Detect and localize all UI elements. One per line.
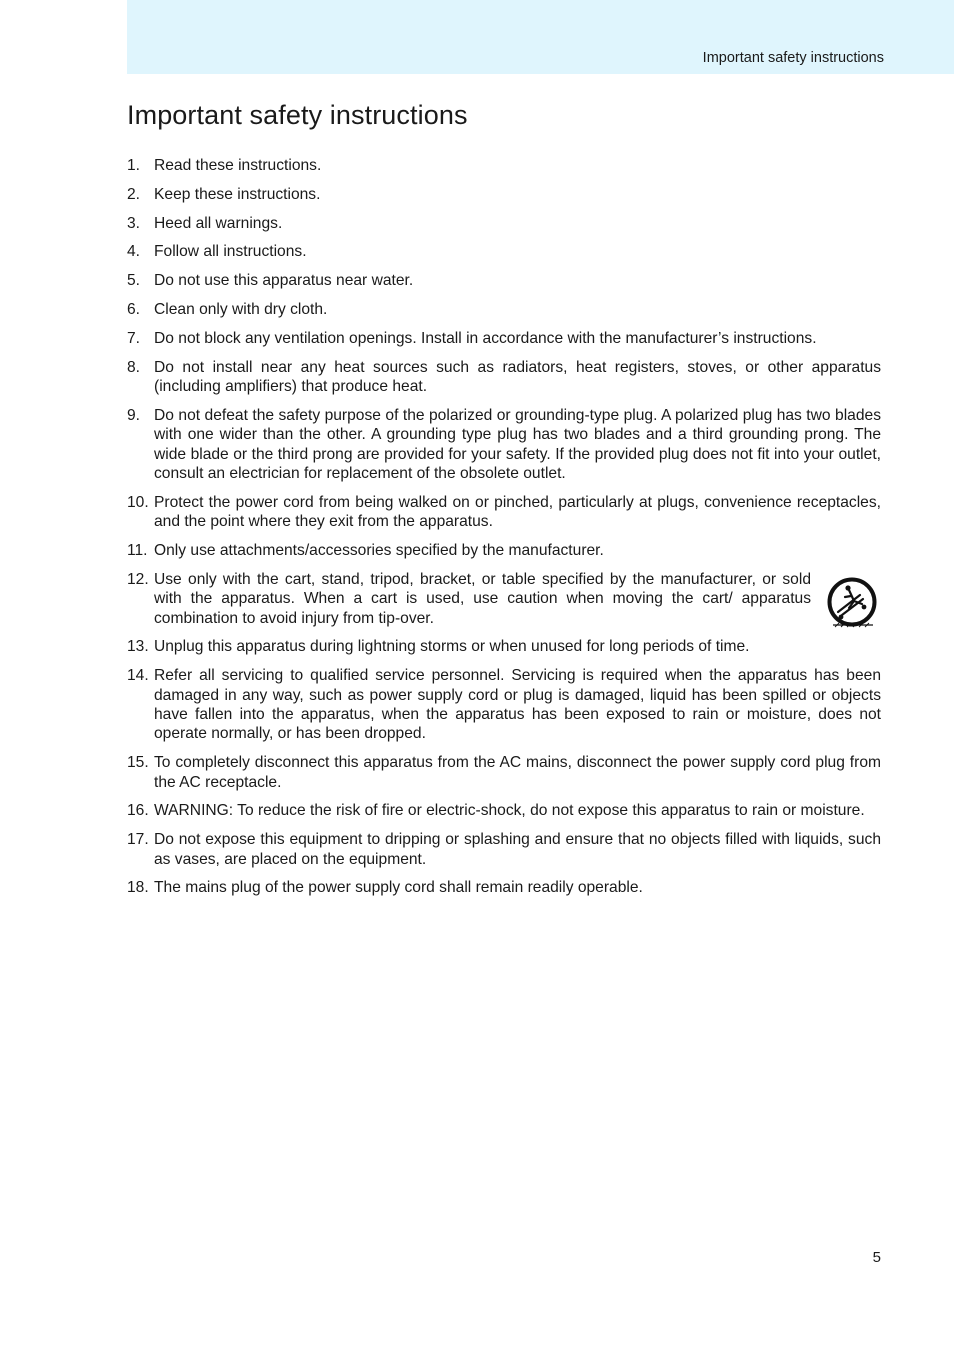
item-number: 1. [127, 157, 141, 174]
list-item [127, 406, 881, 484]
list-item [127, 637, 881, 656]
list-item [127, 329, 881, 348]
item-text: Do not defeat the safety purpose of the polarized or grounding-type plug. A polarized plug has two blades with one wider than the other. A grounding type plug has two blades and a third grounding prong. The wide blade or the third prong are provided for your safety. If the provided plug does not fit into your outlet, consult an electrician for replacement of the obsolete outlet. [154, 406, 881, 482]
item-text: WARNING: To reduce the risk of fire or electric-shock, do not expose this apparatus to rain or moisture. [154, 802, 865, 820]
item-number: 3. [127, 214, 141, 232]
item-number: 11. [127, 542, 148, 559]
item-number: 17. [127, 831, 149, 849]
item-text: Only use attachments/accessories specified by the manufacturer. [154, 542, 604, 559]
item-text: Refer all servicing to qualified service personnel. Servicing is required when the apparatus has been damaged in any way, such as power supply cord or plug is damaged, liquid has been spilled or objects have fallen into the apparatus, when the apparatus has been exposed to rain or moisture, does not operate normally, or has been dropped. [154, 667, 881, 743]
item-text: Unplug this apparatus during lightning storms or when unused for long periods of time. [154, 638, 750, 656]
header-band [127, 0, 954, 74]
page-number: 5 [872, 1249, 881, 1266]
list-item [127, 541, 881, 560]
item-text: Use only with the cart, stand, tripod, bracket, or table specified by the manufacturer, or sold with the apparatus. When a cart is used, use caution when moving the cart/ apparatus combination to avoid injury from tip-over. [154, 570, 811, 627]
header-section-title: Important safety instructions [702, 50, 884, 66]
item-text: Do not install near any heat sources such as radiators, heat registers, stoves, or other apparatus (including amplifiers) that produce heat. [154, 358, 881, 395]
item-number: 8. [127, 358, 141, 376]
list-item [127, 300, 881, 319]
cart-tip-over-warning-icon [827, 577, 879, 629]
item-number: 5. [127, 272, 141, 290]
item-number: 10. [127, 493, 149, 511]
item-number: 12. [127, 570, 149, 588]
item-number: 2. [127, 185, 141, 203]
item-text: Read these instructions. [154, 157, 322, 174]
list-item [127, 271, 881, 290]
safety-instructions-list [127, 156, 881, 907]
item-text: To completely disconnect this apparatus from the AC mains, disconnect the power supply cord plug from the AC receptacle. [154, 754, 881, 791]
item-text: Do not expose this equipment to dripping or splashing and ensure that no objects filled with liquids, such as vases, are placed on the equipment. [154, 831, 881, 868]
item-text: Follow all instructions. [154, 243, 307, 261]
item-text: Do not block any ventilation openings. Install in accordance with the manufacturer’s instructions. [154, 329, 817, 347]
list-item [127, 801, 881, 820]
item-text: Keep these instructions. [154, 185, 321, 203]
list-item [127, 570, 881, 628]
item-number: 14. [127, 667, 149, 685]
item-number: 9. [127, 406, 141, 424]
page-title: Important safety instructions [127, 100, 468, 130]
item-number: 6. [127, 300, 141, 318]
item-number: 15. [127, 754, 149, 772]
item-text: The mains plug of the power supply cord shall remain readily operable. [154, 879, 643, 897]
list-item [127, 242, 881, 261]
item-text: Heed all warnings. [154, 214, 283, 232]
list-item [127, 830, 881, 869]
list-item [127, 358, 881, 397]
item-text: Protect the power cord from being walked on or pinched, particularly at plugs, convenience receptacles, and the point where they exit from the apparatus. [154, 493, 881, 531]
list-item [127, 878, 881, 897]
item-number: 18. [127, 879, 149, 897]
list-item [127, 156, 881, 175]
item-number: 16. [127, 802, 149, 820]
list-item [127, 185, 881, 204]
item-number: 4. [127, 243, 141, 261]
item-number: 13. [127, 638, 149, 656]
list-item [127, 214, 881, 233]
item-number: 7. [127, 329, 141, 347]
item-text: Clean only with dry cloth. [154, 300, 328, 318]
list-item [127, 753, 881, 792]
item-text: Do not use this apparatus near water. [154, 272, 414, 290]
list-item [127, 493, 881, 532]
list-item [127, 666, 881, 744]
